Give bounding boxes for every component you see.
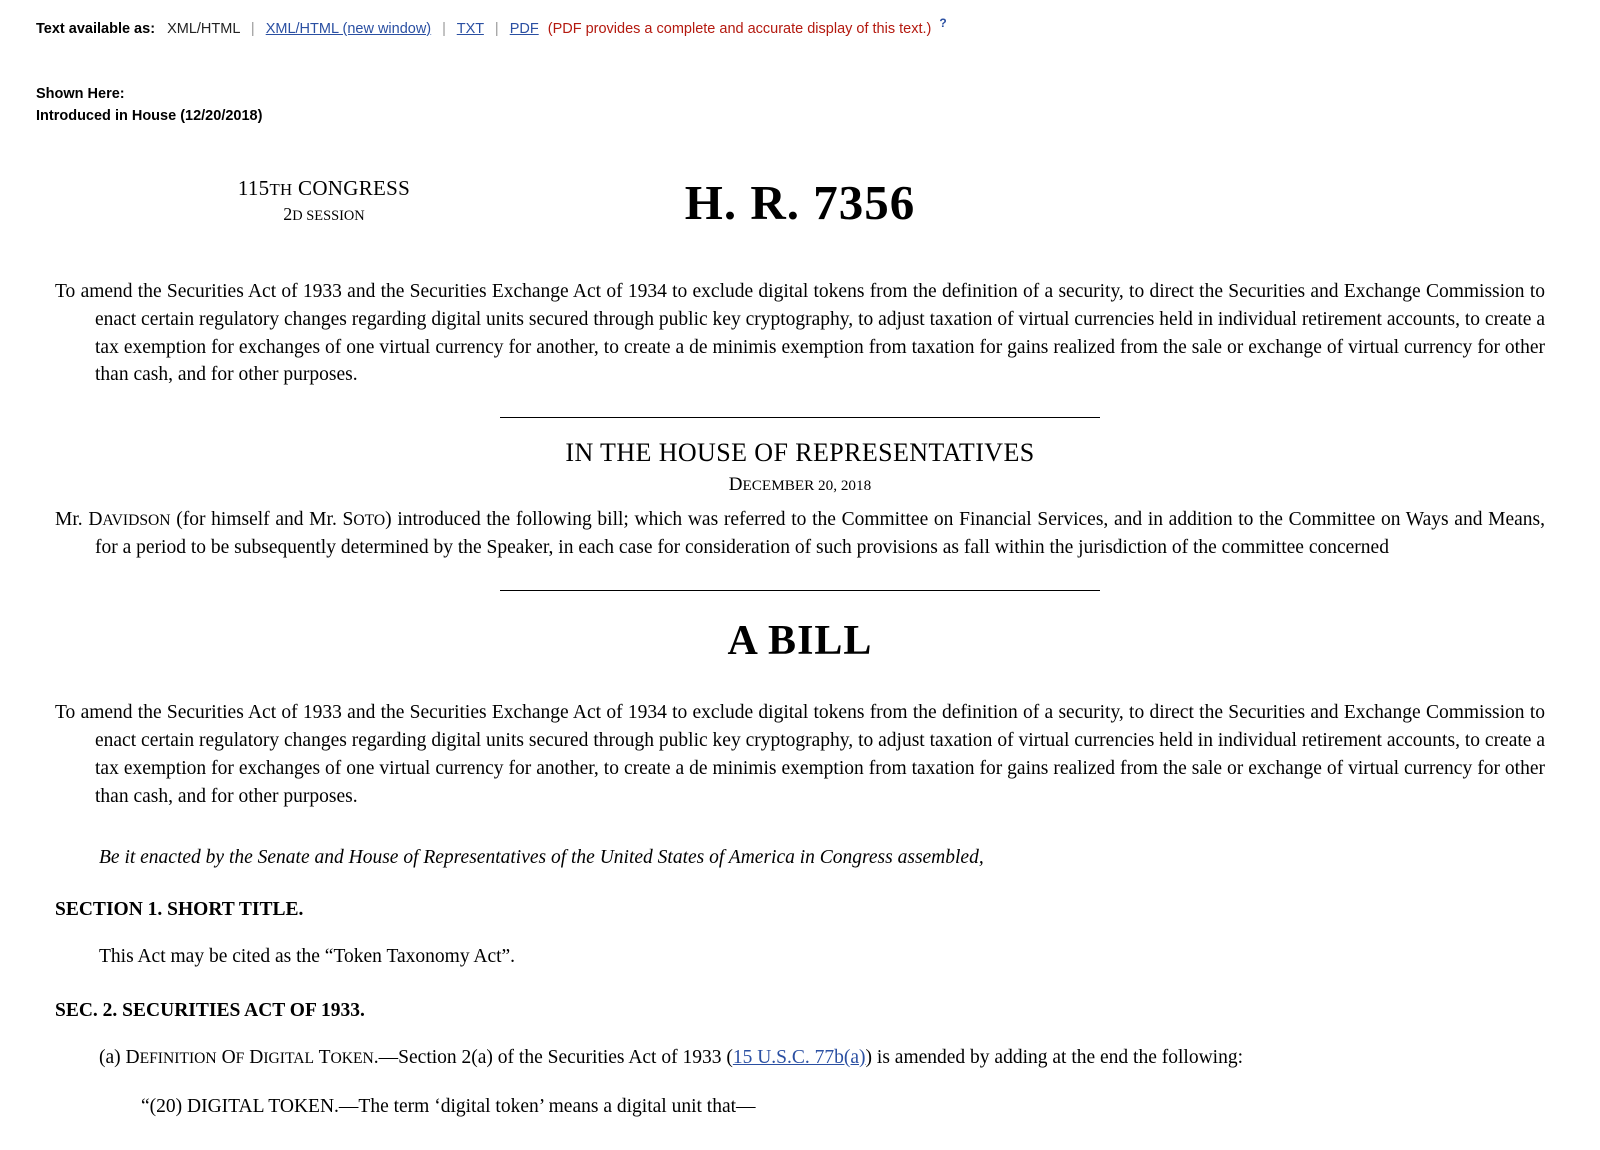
session-line: 2D SESSION [283, 204, 365, 225]
bill-masthead [55, 174, 1545, 244]
chamber-heading: IN THE HOUSE OF REPRESENTATIVES [565, 438, 1035, 468]
link-txt[interactable]: TXT [456, 20, 484, 37]
congress-session-block [159, 174, 489, 227]
help-icon[interactable]: ? [939, 16, 947, 30]
enacting-clause: Be it enacted by the Senate and House of Representatives of the United States of America in Congress assembled, [99, 846, 984, 868]
shown-here-label: Shown Here: [36, 85, 125, 102]
section-1-text: This Act may be cited as the “Token Taxonomy Act”. [99, 945, 516, 967]
current-format-label: XML/HTML [167, 20, 240, 37]
bill-body-title: To amend the Securities Act of 1933 and the Securities Exchange Act of 1934 to exclude digital tokens from the definition of a security, to direct the Securities and Exchange Commission to enact certain regulatory changes regarding digital units secured through public key cryptography, to adjust taxation of virtual currencies held in individual retirement accounts, to create a tax exemption for exchanges of one virtual currency for another, to create a de minimis exemption from taxation for gains realized from the sale or exchange of virtual currency for other than cash, and for other purposes. [55, 702, 1545, 807]
sponsor-paragraph: Mr. DAVIDSON (for himself and Mr. SOTO) introduced the following bill; which was referred to the Committee on Financial Services, and in addition to the Committee on Ways and Means, for a period to be subsequently determined by the Speaker, in each case for consideration of such provisions as fall within the jurisdiction of the committee concerned [55, 509, 1546, 559]
pdf-note: (PDF provides a complete and accurate display of this text.) [547, 20, 932, 37]
text-availability-bar [0, 0, 1600, 37]
divider: | [494, 20, 499, 37]
section-2-heading: SEC. 2. SECURITIES ACT OF 1933. [55, 999, 365, 1021]
congress-number-line: 115TH CONGRESS [237, 175, 411, 200]
a-bill-heading: A BILL [727, 618, 873, 665]
shown-here-version: Introduced in House (12/20/2018) [36, 108, 263, 125]
divider: | [442, 20, 446, 37]
link-usc-citation[interactable]: 15 U.S.C. 77b(a) [732, 1046, 866, 1068]
bill-text [55, 174, 1545, 1150]
introduced-date: DECEMBER 20, 2018 [728, 474, 872, 496]
divider: | [250, 20, 255, 37]
horizontal-rule [500, 417, 1100, 418]
text-available-label: Text available as: [36, 20, 156, 37]
bill-number: H. R. 7356 [684, 174, 916, 230]
shown-here-block [36, 83, 1600, 128]
section-1-heading: SECTION 1. SHORT TITLE. [55, 898, 304, 920]
horizontal-rule [500, 590, 1100, 591]
section-2-subsection-a: (a) DEFINITION OF DIGITAL TOKEN.—Section 2(a) of the Securities Act of 1933 (15 U.S.C. 77b(a)) is amended by adding at the end the following: [99, 1046, 1243, 1068]
link-xml-html-new-window[interactable]: XML/HTML (new window) [265, 20, 432, 37]
bill-long-title: To amend the Securities Act of 1933 and the Securities Exchange Act of 1934 to exclude digital tokens from the definition of a security, to direct the Securities and Exchange Commission to enact certain regulatory changes regarding digital units secured through public key cryptography, to adjust taxation of virtual currencies held in individual retirement accounts, to create a tax exemption for exchanges of one virtual currency for another, to create a de minimis exemption from taxation for gains realized from the sale or exchange of virtual currency for other than cash, and for other purposes. [55, 280, 1545, 386]
link-pdf[interactable]: PDF [509, 20, 539, 37]
paragraph-20-digital-token: “(20) DIGITAL TOKEN.—The term ‘digital token’ means a digital unit that— [141, 1096, 756, 1118]
